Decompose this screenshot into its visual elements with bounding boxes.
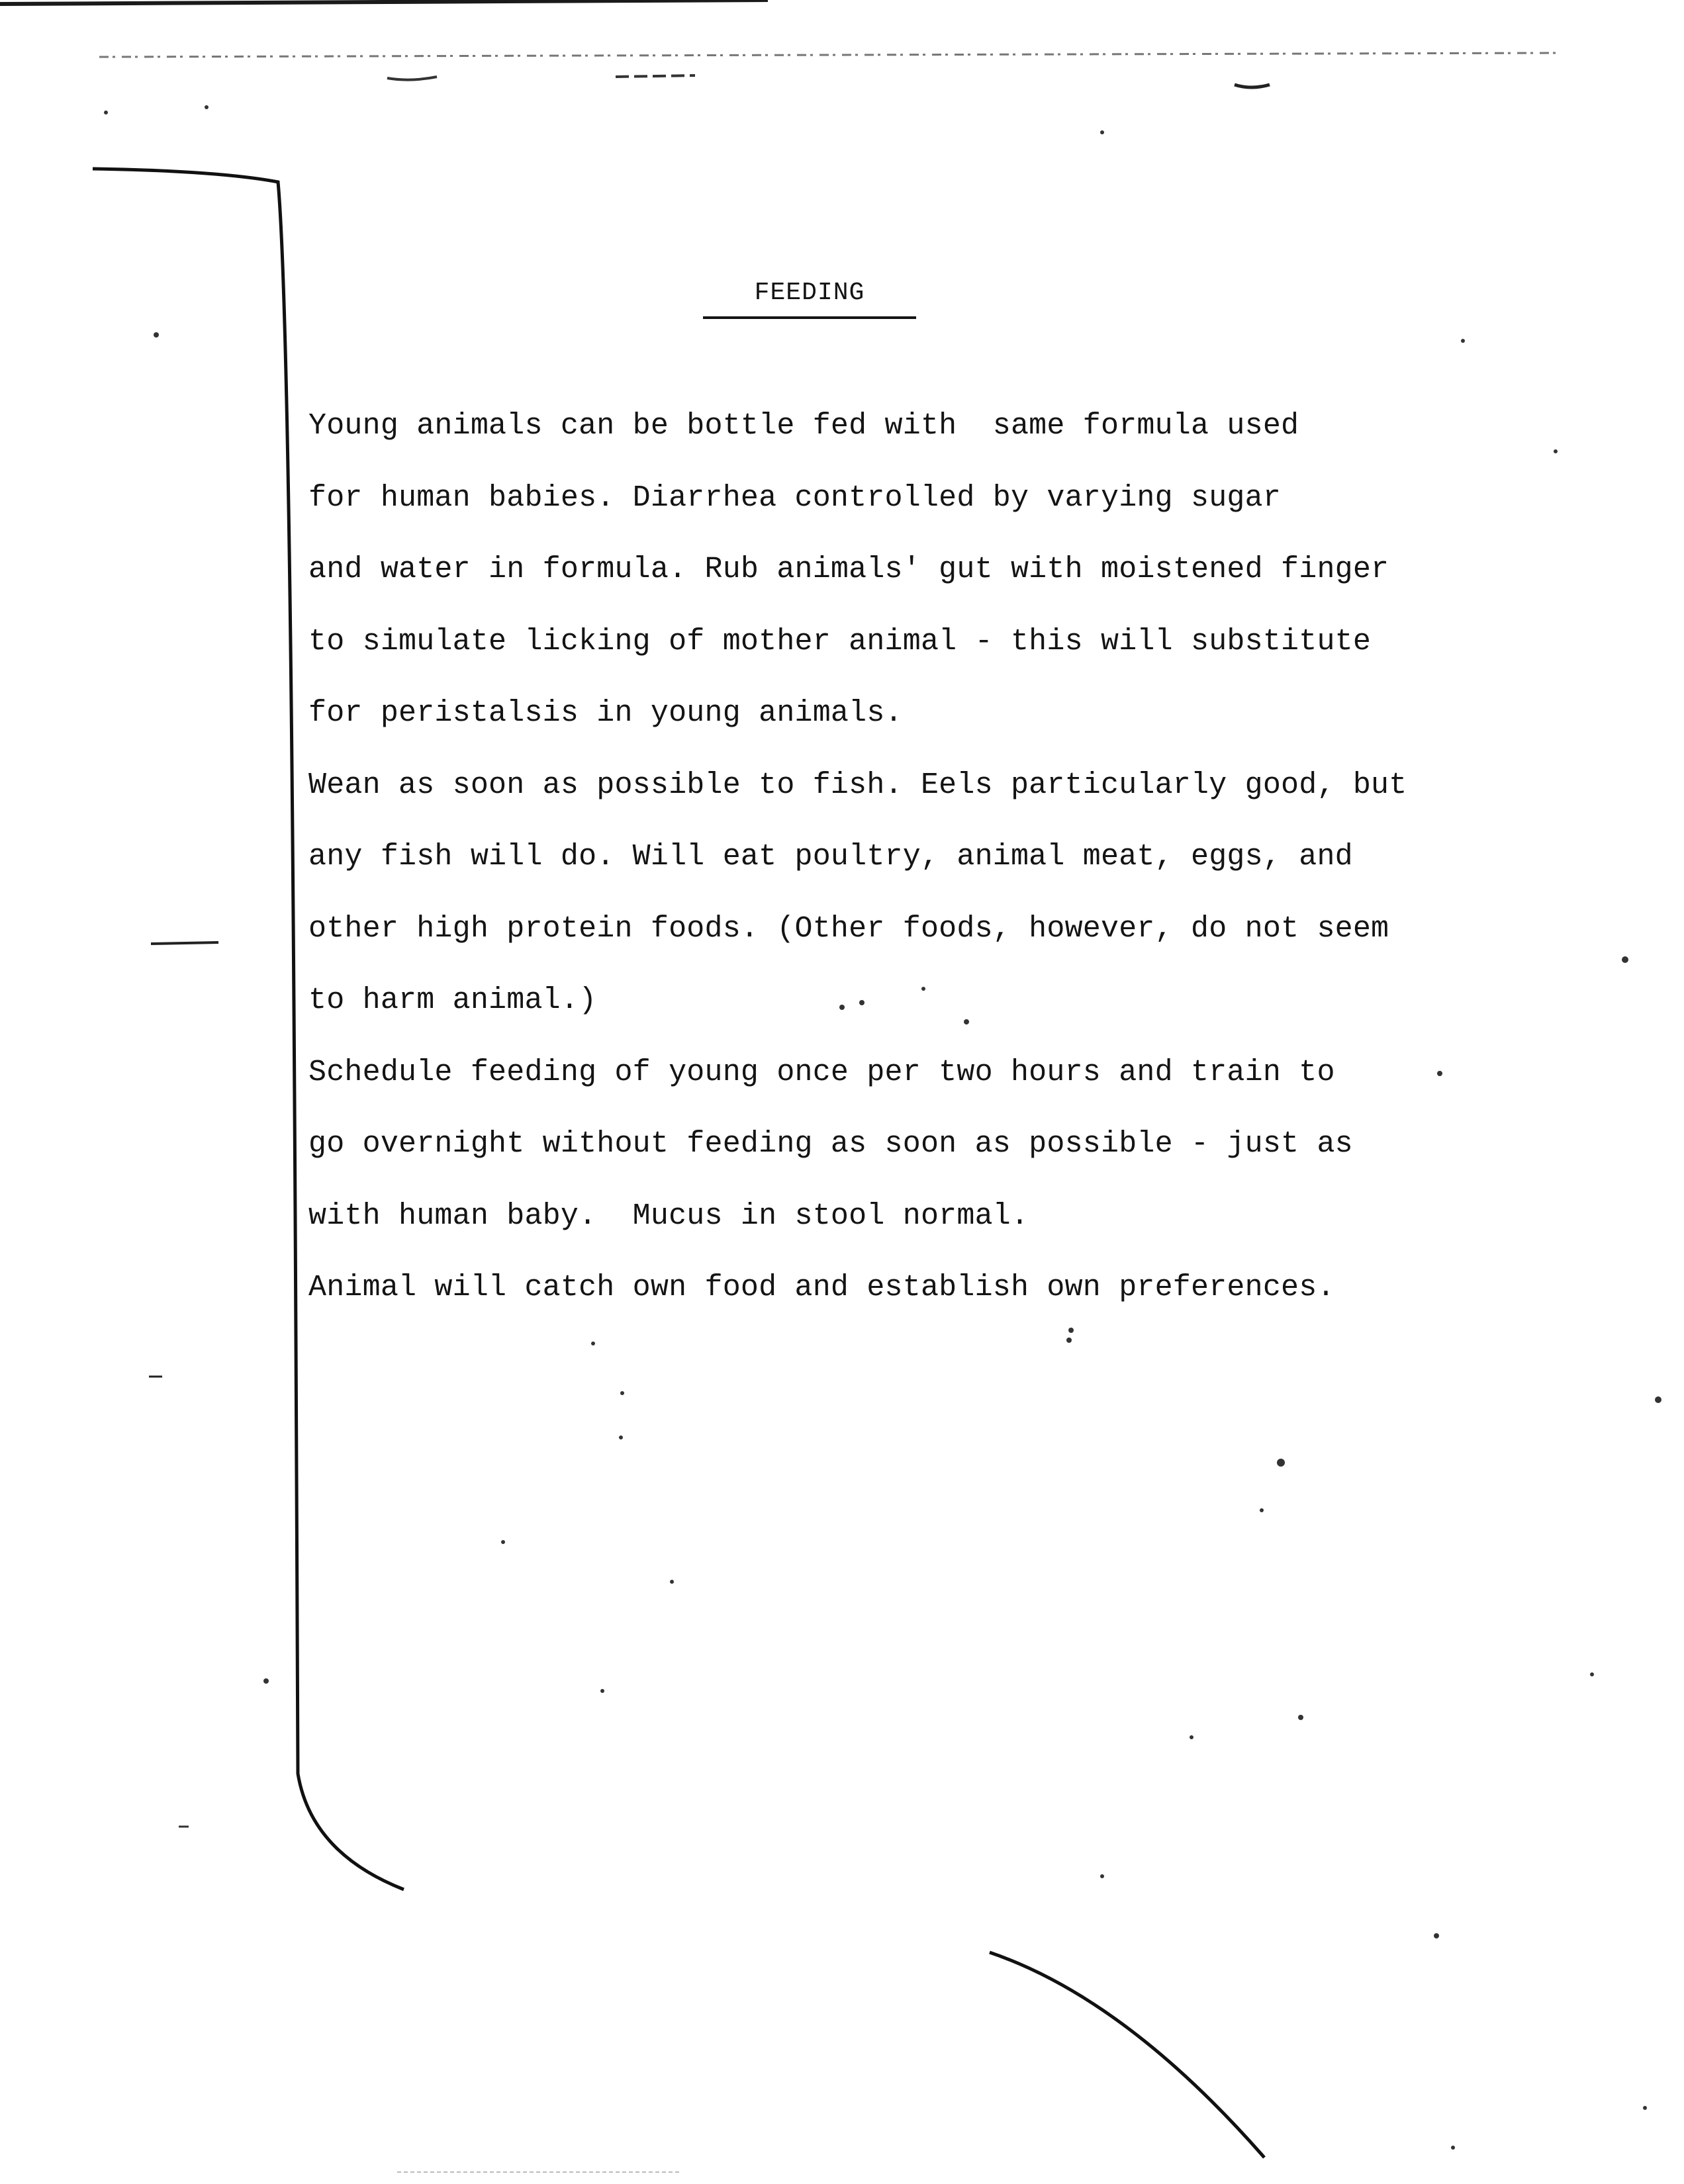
text-line: and water in formula. Rub animals' gut with moistened finger [308, 553, 1389, 586]
text-line: Schedule feeding of young once per two hours and train to [308, 1055, 1335, 1089]
text-line: Wean as soon as possible to fish. Eels particularly good, but [308, 768, 1407, 802]
text-line: Young animals can be bottle fed with same formula used [308, 409, 1299, 443]
document-body [308, 390, 1513, 1324]
margin-mark-1 [151, 942, 218, 944]
text-line: any fish will do. Will eat poultry, animal meat, eggs, and [308, 840, 1353, 874]
top-scan-line [0, 0, 768, 4]
text-line: for peristalsis in young animals. [308, 696, 903, 730]
document-title: FEEDING [754, 279, 865, 307]
text-line: with human baby. Mucus in stool normal. [308, 1199, 1029, 1233]
bottom-right-curve [990, 1952, 1264, 2158]
text-line: go overnight without feeding as soon as possible - just as [308, 1127, 1353, 1161]
header-remnant-dash [616, 75, 695, 77]
header-remnant-curve-right [1235, 85, 1270, 87]
text-line: for human babies. Diarrhea controlled by varying sugar [308, 480, 1282, 515]
text-line: other high protein foods. (Other foods, however, do not seem [308, 911, 1389, 946]
text-line: to harm animal.) [308, 983, 597, 1017]
text-line: to simulate licking of mother animal - this will substitute [308, 624, 1372, 659]
header-remnant-line [99, 53, 1562, 57]
text-line: Animal will catch own food and establish own preferences. [308, 1271, 1335, 1304]
header-remnant-curve [387, 77, 437, 80]
